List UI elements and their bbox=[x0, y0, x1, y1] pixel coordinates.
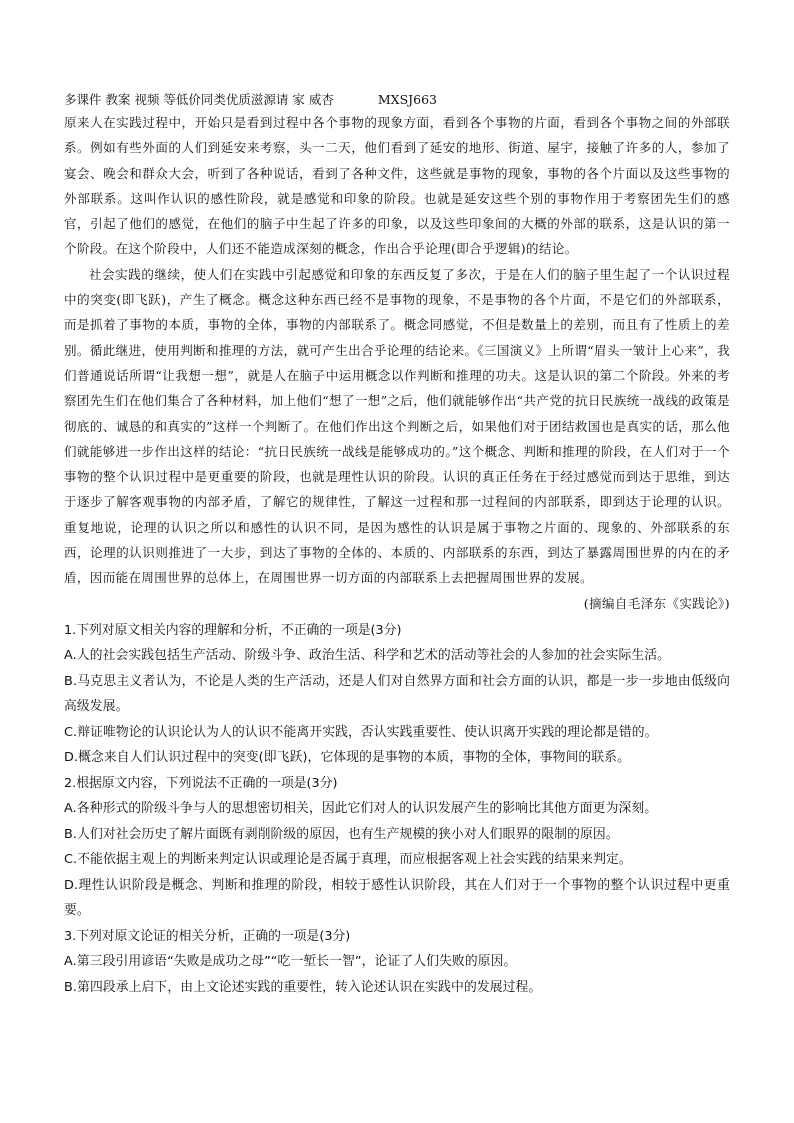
header-promo-text: 多课件 教案 视频 等低价同类优质滋源请 家 威杏 bbox=[64, 92, 334, 107]
option-b: B.人们对社会历史了解片面既有剥削阶级的原因，也有生产规模的狭小对人们眼界的限制的原因。 bbox=[64, 826, 619, 842]
option-a: A.各种形式的阶级斗争与人的思想密切相关，因此它们对人的认识发展产生的影响比其他方面更为深刻。 bbox=[64, 801, 658, 817]
passage-source: (摘编自毛泽东《实践论》) bbox=[583, 595, 730, 611]
option-d: D.理性认识阶段是概念、判断和推理的阶段，相较于感性认识阶段，其在人们对于一个事物的整个认识过程中更重要。 bbox=[64, 877, 730, 919]
option-d: D.概念来自人们认识过程中的突变(即飞跃)，它体现的是事物的本质，事物的全体，事物间的联系。 bbox=[64, 750, 630, 766]
question-2 bbox=[64, 771, 730, 924]
question-stem: 2.根据原文内容，下列说法不正确的一项是(3分) bbox=[64, 775, 338, 791]
question-3 bbox=[64, 924, 730, 1001]
option-a: A.第三段引用谚语“失败是成功之母”“吃一堑长一智”，论证了人们失败的原因。 bbox=[64, 954, 517, 970]
option-b: B.第四段承上启下，由上文论述实践的重要性，转入论述认识在实践中的发展过程。 bbox=[64, 979, 542, 995]
header-line bbox=[64, 90, 730, 110]
question-stem: 3.下列对原文论证的相关分析，正确的一项是(3分) bbox=[64, 928, 351, 944]
passage-paragraph-2: 社会实践的继续，使人们在实践中引起感觉和印象的东西反复了多次，于是在人们的脑子里生起了一个认识过程中的突变(即飞跃)，产生了概念。概念这种东西已经不是事物的现象，不是事物的各个片面，不是它们的外部联系，而是抓着了事物的本质，事物的全体，事物的内部联系了。概念同感觉，不但是数量上的差别，而且有了性质上的差别。循此继进，使用判断和推理的方法，就可产生出合乎论理的结论来。《三国演义》上所谓“眉头一皱计上心来”，我们普通说话所谓“让我想一想”，就是人在脑子中运用概念以作判断和推理的功夫。这是认识的第二个阶段。外来的考察团先生们在他们集合了各种材料，加上他们“想了一想”之后，他们就能够作出“共产党的抗日民族统一战线的政策是彻底的、诚恳的和真实的”这样一个判断了。在他们作出这个判断之后，如果他们对于团结救国也是真实的话，那么他们就能够进一步作出这样的结论：“抗日民族统一战线是能够成功的。”这个概念、判断和推理的阶段，在人们对于一个事物的整个认识过程中是更重要的阶段，也就是理性认识的阶段。认识的真正任务在于经过感觉而到达于思维，到达于逐步了解客观事物的内部矛盾，了解它的规律性，了解这一过程和那一过程间的内部联系，即到达于论理的认识。重复地说，论理的认识之所以和感性的认识不同，是因为感性的认识是属于事物之片面的、现象的、外部联系的东西，论理的认识则推进了一大步，到达了事物的全体的、本质的、内部联系的东西，到达了暴露周围世界的内在的矛盾，因而能在周围世界的总体上，在周围世界一切方面的内部联系上去把握周围世界的发展。 bbox=[64, 266, 730, 586]
question-list bbox=[64, 618, 730, 1001]
option-c: C.辩证唯物论的认识论认为人的认识不能离开实践，否认实践重要性、使认识离开实践的理论都是错的。 bbox=[64, 724, 658, 740]
question-1 bbox=[64, 618, 730, 771]
reading-passage bbox=[64, 110, 730, 616]
question-stem: 1.下列对原文相关内容的理解和分析，不正确的一项是(3分) bbox=[64, 622, 402, 638]
document-page bbox=[64, 90, 730, 1000]
option-b: B.马克思主义者认为，不论是人类的生产活动，还是人们对自然界方面和社会方面的认识，都是一步一步地由低级向高级发展。 bbox=[64, 673, 730, 715]
option-a: A.人的社会实践包括生产活动、阶级斗争、政治生活、科学和艺术的活动等社会的人参加的社会实际生活。 bbox=[64, 648, 671, 664]
header-code: MXSJ663 bbox=[377, 92, 438, 107]
option-c: C.不能依据主观上的判断来判定认识或理论是否属于真理，而应根据客观上社会实践的结果来判定。 bbox=[64, 852, 632, 868]
passage-paragraph-1: 原来人在实践过程中，开始只是看到过程中各个事物的现象方面，看到各个事物的片面，看到各个事物之间的外部联系。例如有些外面的人们到延安来考察，头一二天，他们看到了延安的地形、街道、屋宇，接触了许多的人，参加了宴会、晚会和群众大会，听到了各种说话，看到了各种文件，这些就是事物的现象，事物的各个片面以及这些事物的外部联系。这叫作认识的感性阶段，就是感觉和印象的阶段。也就是延安这些个别的事物作用于考察团先生们的感官，引起了他们的感觉，在他们的脑子中生起了许多的印象，以及这些印象间的大概的外部的联系，这是认识的第一个阶段。在这个阶段中，人们还不能造成深刻的概念，作出合乎论理(即合乎逻辑)的结论。 bbox=[64, 115, 730, 257]
